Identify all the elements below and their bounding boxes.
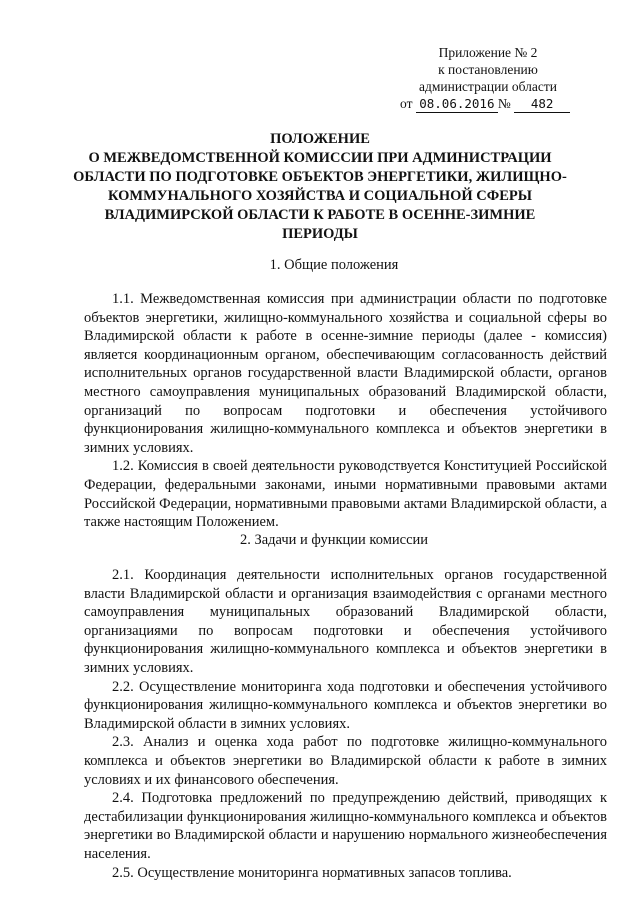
appendix-line-2: к постановлению	[438, 62, 538, 77]
number-label: №	[497, 96, 511, 111]
title-line-5: ВЛАДИМИРСКОЙ ОБЛАСТИ К РАБОТЕ В ОСЕННЕ-ЗИМНИЕ	[104, 207, 536, 223]
appendix-date-line	[398, 95, 578, 113]
document-title	[60, 130, 580, 244]
resolution-date: 08.06.2016	[416, 95, 498, 113]
resolution-number: 482	[514, 95, 570, 113]
appendix-line-3: администрации области	[418, 79, 558, 94]
title-line-1: ПОЛОЖЕНИЕ	[270, 131, 370, 147]
title-line-3: ОБЛАСТИ ПО ПОДГОТОВКЕ ОБЪЕКТОВ ЭНЕРГЕТИКИ, ЖИЛИЩНО-	[73, 169, 567, 185]
paragraph-1-2: 1.2. Комиссия в своей деятельности руководствуется Конституцией Российской Федерации, федеральными законами, иными нормативными правовыми актами Российской Федерации, нормативными правовыми актами Владимирской области, а также настоящим Положением.	[84, 458, 607, 531]
title-line-2: О МЕЖВЕДОМСТВЕННОЙ КОМИССИИ ПРИ АДМИНИСТРАЦИИ	[88, 150, 552, 166]
section-2-body	[84, 566, 607, 882]
section-2-heading: 2. Задачи и функции комиссии	[239, 532, 429, 548]
title-line-6: ПЕРИОДЫ	[282, 226, 358, 242]
paragraph-2-1: 2.1. Координация деятельности исполнительных органов государственной власти Владимирской области и организация взаимодействия с органами местного самоуправления муниципальных образований Владимирской области, организациями по вопросам подготовки и обеспечения устойчивого функционирования жилищно-коммунального комплекса и объектов энергетики в зимних условиях.	[84, 567, 607, 676]
section-1-heading: 1. Общие положения	[269, 257, 399, 273]
paragraph-2-2: 2.2. Осуществление мониторинга хода подготовки и обеспечения устойчивого функционирования жилищно-коммунального комплекса и объектов энергетики во Владимирской области в зимних условиях.	[84, 678, 607, 732]
paragraph-2-3: 2.3. Анализ и оценка хода работ по подготовке жилищно-коммунального комплекса и объектов энергетики во Владимирской области к работе в зимних условиях и их финансового обеспечения.	[84, 734, 607, 788]
from-label: от	[400, 96, 413, 111]
paragraph-2-4: 2.4. Подготовка предложений по предупреждению действий, приводящих к дестабилизации функционирования жилищно-коммунального комплекса и объектов энергетики во Владимирской области и нарушению нормального жизнеобеспечения населения.	[84, 790, 607, 862]
paragraph-2-5: 2.5. Осуществление мониторинга нормативных запасов топлива.	[112, 864, 512, 881]
section-1-body	[84, 290, 607, 532]
appendix-block	[398, 44, 578, 113]
title-line-4: КОММУНАЛЬНОГО ХОЗЯЙСТВА И СОЦИАЛЬНОЙ СФЕРЫ	[108, 188, 532, 204]
appendix-line-1: Приложение № 2	[438, 45, 538, 60]
paragraph-1-1: 1.1. Межведомственная комиссия при администрации области по подготовке объектов энергетики, жилищно-коммунального хозяйства и социальной сферы во Владимирской области к работе в осенне-зимние периоды (далее - комиссия) является координационным органом, обеспечивающим согласованность действий исполнительных органов государственной власти Владимирской области, органов местного самоуправления муниципальных образований Владимирской области, организаций по вопросам подготовки и обеспечения устойчивого функционирования жилищно-коммунального комплекса и объектов энергетики в зимних условиях.	[84, 291, 607, 456]
